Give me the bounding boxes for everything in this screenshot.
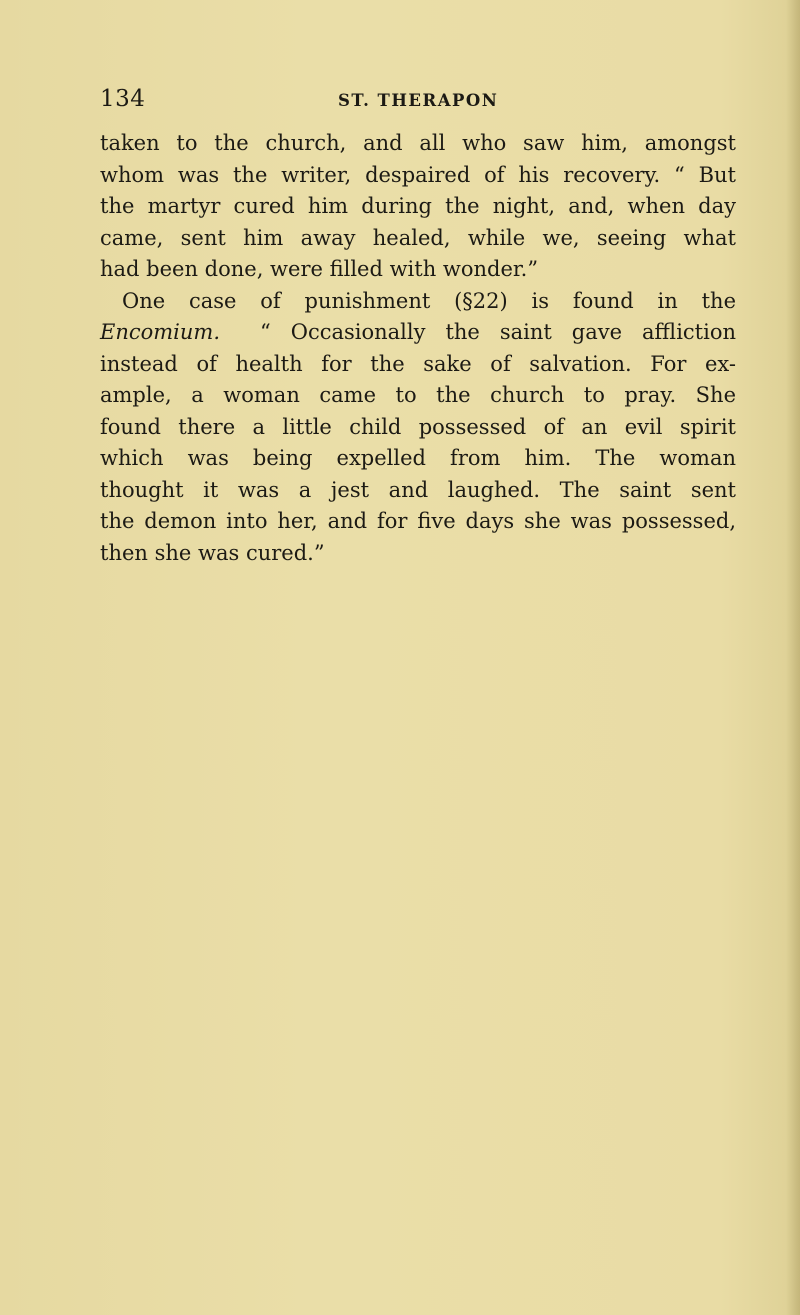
text-line-continuation: “ Occasionally the saint gave affliction xyxy=(260,320,736,344)
text-line: then she was cured.” xyxy=(100,540,325,565)
text-line: whom was the writer, despaired of his recovery. “ But xyxy=(100,162,736,187)
page-edge-shadow xyxy=(786,0,800,1315)
text-line: had been done, were filled with wonder.” xyxy=(100,257,539,281)
body-text xyxy=(100,128,736,569)
text-line: came, sent him away healed, while we, seeing what xyxy=(100,225,736,250)
text-line: the demon into her, and for five days she was possessed, xyxy=(100,509,736,533)
book-title-italic: Encomium. xyxy=(100,320,221,344)
text-line: instead of health for the sake of salvation. For ex- xyxy=(100,351,736,376)
page-header xyxy=(100,84,736,114)
text-line: One case of punishment (§22) is found in the xyxy=(122,288,736,313)
text-line: found there a little child possessed of an evil spirit xyxy=(100,414,736,439)
text-line: thought it was a jest and laughed. The saint sent xyxy=(100,477,736,502)
page-number: 134 xyxy=(100,86,146,112)
text-line xyxy=(100,317,736,349)
text-line: taken to the church, and all who saw him, amongst xyxy=(100,131,736,155)
text-line: the martyr cured him during the night, and, when day xyxy=(100,194,736,218)
text-line: ample, a woman came to the church to pray. She xyxy=(100,383,736,407)
running-title: ST. THERAPON xyxy=(338,91,499,110)
text-line: which was being expelled from him. The woman xyxy=(100,446,736,470)
